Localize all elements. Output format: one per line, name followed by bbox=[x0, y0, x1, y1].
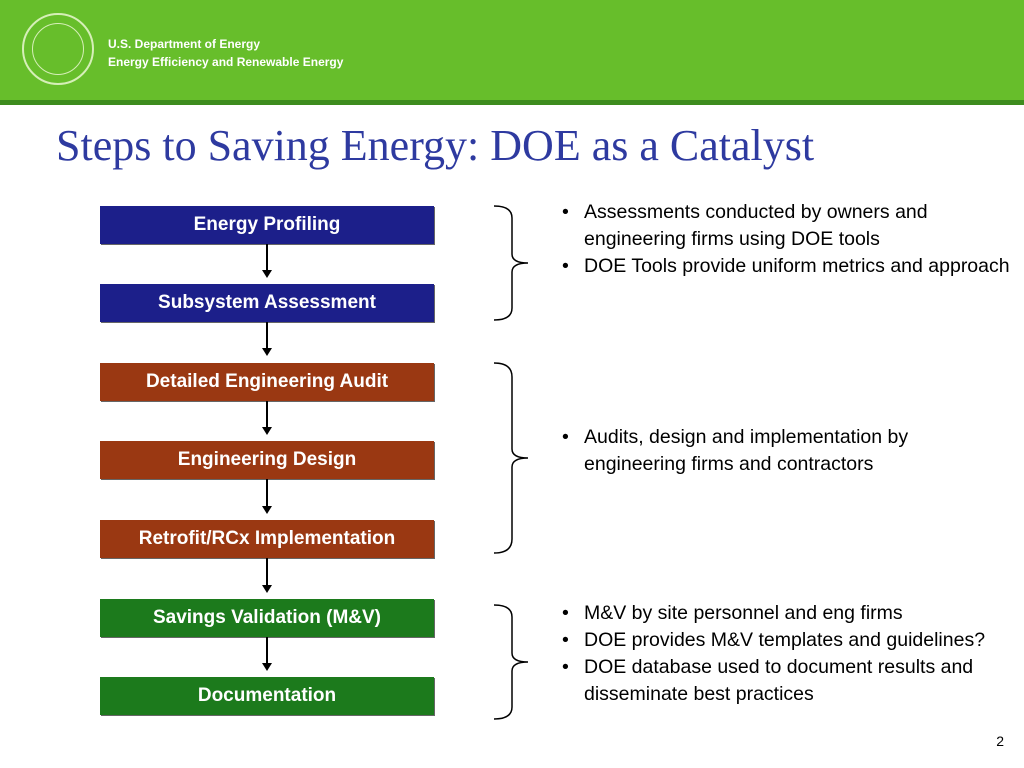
bullet-group-assessment bbox=[562, 199, 1012, 280]
org-line-office: Energy Efficiency and Renewable Energy bbox=[108, 55, 344, 69]
doe-seal-icon bbox=[22, 13, 94, 85]
list-item: • Audits, design and implementation by engineering firms and contractors bbox=[562, 424, 1012, 478]
bullet-icon: • bbox=[562, 255, 569, 277]
header-bar bbox=[0, 0, 1024, 100]
list-item: • DOE provides M&V templates and guidelines? bbox=[562, 627, 1012, 654]
flow-arrow bbox=[266, 322, 268, 354]
flow-arrow bbox=[266, 558, 268, 591]
org-line-department: U.S. Department of Energy bbox=[108, 37, 261, 51]
organization-name bbox=[108, 35, 343, 71]
bullet-icon: • bbox=[562, 656, 569, 678]
step-savings-validation: Savings Validation (M&V) bbox=[100, 599, 434, 637]
step-documentation: Documentation bbox=[100, 677, 434, 715]
brace-group-assessment bbox=[492, 204, 532, 322]
step-retrofit-implementation: Retrofit/RCx Implementation bbox=[100, 520, 434, 558]
list-item: • M&V by site personnel and eng firms bbox=[562, 600, 1012, 627]
slide-title: Steps to Saving Energy: DOE as a Catalyst bbox=[56, 121, 815, 170]
list-item: • DOE Tools provide uniform metrics and approach bbox=[562, 253, 1012, 280]
bullet-group-validation bbox=[562, 600, 1012, 708]
brace-group-engineering bbox=[492, 361, 532, 555]
list-item: • Assessments conducted by owners and engineering firms using DOE tools bbox=[562, 199, 1012, 253]
step-engineering-design: Engineering Design bbox=[100, 441, 434, 479]
flow-arrow bbox=[266, 479, 268, 512]
brace-group-validation bbox=[492, 603, 532, 721]
bullet-icon: • bbox=[562, 602, 569, 624]
step-subsystem-assessment: Subsystem Assessment bbox=[100, 284, 434, 322]
bullet-group-engineering bbox=[562, 424, 1012, 478]
flow-arrow bbox=[266, 244, 268, 276]
list-item: • DOE database used to document results and disseminate best practices bbox=[562, 654, 1012, 708]
header-divider bbox=[0, 100, 1024, 105]
flow-arrow bbox=[266, 637, 268, 669]
bullet-icon: • bbox=[562, 426, 569, 448]
page-number: 2 bbox=[996, 733, 1004, 749]
bullet-icon: • bbox=[562, 629, 569, 651]
step-detailed-engineering-audit: Detailed Engineering Audit bbox=[100, 363, 434, 401]
bullet-icon: • bbox=[562, 201, 569, 223]
flow-arrow bbox=[266, 401, 268, 433]
doe-seal-inner-ring bbox=[32, 23, 84, 75]
step-energy-profiling: Energy Profiling bbox=[100, 206, 434, 244]
